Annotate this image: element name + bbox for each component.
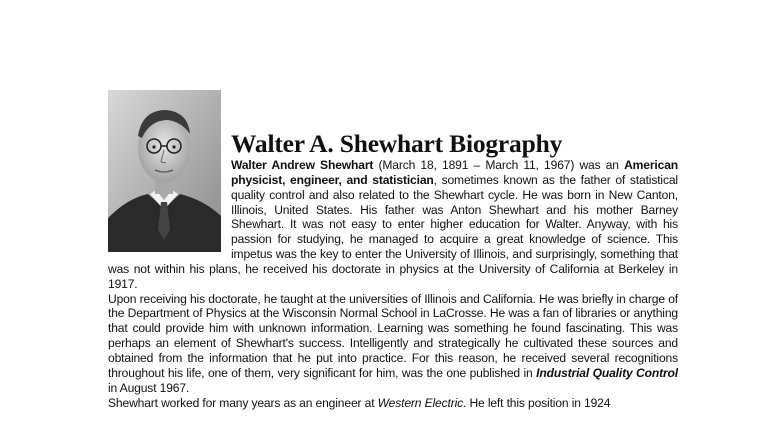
company-name: Western Electric xyxy=(377,395,464,410)
page-title: Walter A. Shewhart Biography xyxy=(231,129,563,158)
subject-name: Walter Andrew Shewhart xyxy=(231,158,374,172)
intro-dates: (March 18, 1891 – March 11, 1967) was an xyxy=(373,158,625,172)
paragraph-career xyxy=(108,292,678,396)
subject-role: American physicist, engineer, and statistician xyxy=(231,158,678,187)
we-text: Shewhart worked for many years as an engineer at xyxy=(108,395,378,410)
portrait-photo xyxy=(108,90,221,252)
intro-rest: , sometimes known as the father of statistical quality control and also related to the Shewhart cycle. He was born in New Canton, Illinois, United States. His father was Anton Shewhart and his mother Barney Shewhart. It was not easy to enter higher education for Walter. Anyway, with his passion for studying, he managed to acquire a great knowledge of science. This impetus was the key to enter the University of Illinois, and surprisingly, something that was not within his plans, he received his doctorate in physics at the University of California at Berkeley in 1917. xyxy=(108,172,678,291)
career-end: in August 1967. xyxy=(108,380,190,395)
career-text: Upon receiving his doctorate, he taught at the universities of Illinois and California. He was briefly in charge of the Department of Physics at the Wisconsin Normal School in LaCrosse. He was a fan of libraries or anything that could provide him with unknown information. Learning was something he found fascinating. This was perhaps an element of Shewhart's success. Intelligently and strategically he cultivated these sources and obtained from the information that he put into practice. For this reason, he received several recognitions throughout his life, one of them, very significant for him, was the one published in xyxy=(108,291,678,380)
publication-name: Industrial Quality Control xyxy=(536,365,678,380)
we-end: . He left this position in 1924 xyxy=(463,395,611,410)
paragraph-western-electric xyxy=(108,396,678,411)
biography-page xyxy=(108,90,678,441)
portrait-illustration xyxy=(108,90,221,252)
